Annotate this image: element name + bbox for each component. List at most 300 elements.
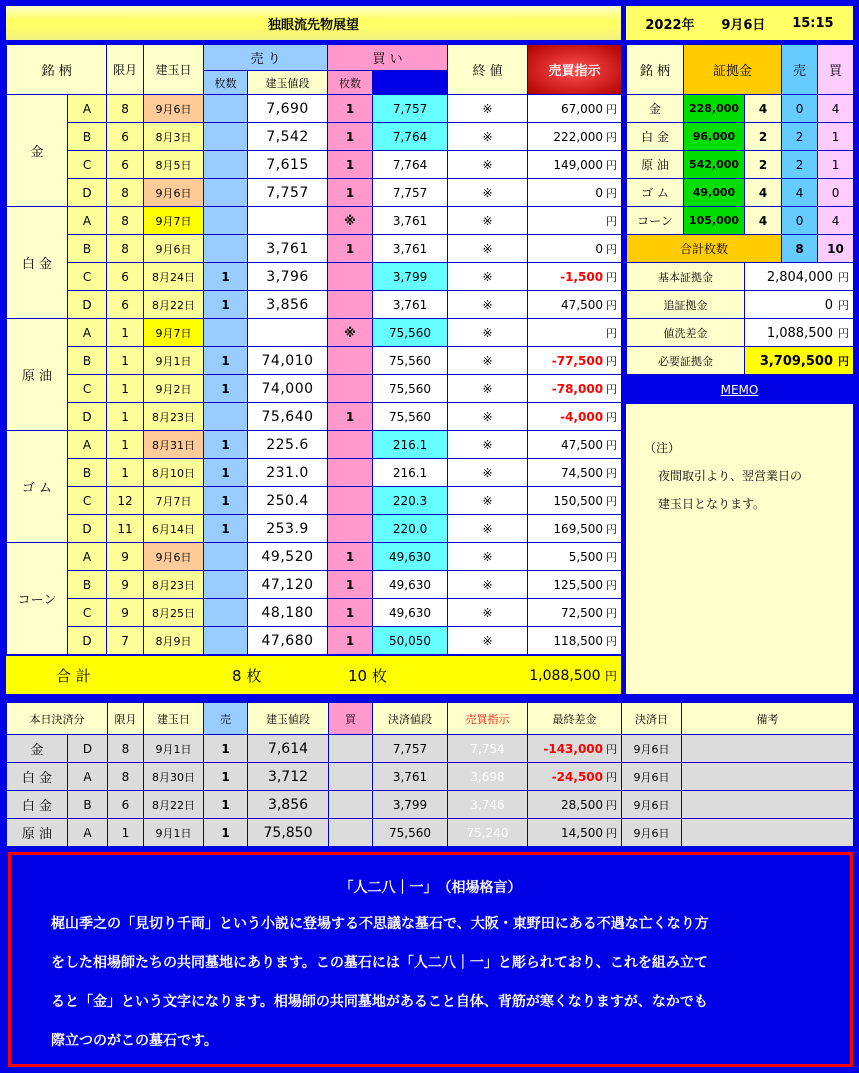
valuation-diff — [528, 319, 622, 347]
valuation-diff-value: 149,000 — [553, 157, 604, 172]
col-brand: 銘 柄 — [7, 45, 107, 95]
valuation-diff — [528, 487, 622, 515]
contract-code: D — [68, 179, 107, 207]
position-price: 47,120 — [248, 571, 328, 599]
sell-qty: 1 — [204, 431, 248, 459]
position-price: 49,520 — [248, 543, 328, 571]
position-date: 8月23日 — [144, 571, 204, 599]
position-date: 8月5日 — [144, 151, 204, 179]
sell-qty — [204, 599, 248, 627]
sell-qty: 1 — [204, 263, 248, 291]
valuation-diff-unit: 円 — [606, 494, 618, 508]
limit-month: 12 — [107, 487, 144, 515]
col-buy-qty: 枚数 — [328, 71, 373, 95]
margin-col-sell: 売 — [782, 45, 818, 95]
col-buy: 買 い — [328, 45, 448, 71]
order-mark: ※ — [448, 151, 528, 179]
contract-code: A — [68, 431, 107, 459]
contract-code: C — [68, 487, 107, 515]
valuation-diff — [528, 571, 622, 599]
table-row — [7, 347, 622, 375]
settle-final-unit: 円 — [606, 742, 617, 756]
buy-qty: ※ — [328, 207, 373, 235]
order-mark: ※ — [448, 123, 528, 151]
sell-qty — [204, 403, 248, 431]
buy-qty — [328, 291, 373, 319]
buy-qty — [328, 459, 373, 487]
position-price — [248, 207, 328, 235]
margin-col-margin: 証拠金 — [684, 45, 782, 95]
settle-price: 75,850 — [248, 819, 329, 847]
position-date: 9月2日 — [144, 375, 204, 403]
settle-final — [528, 791, 622, 819]
position-date: 7月7日 — [144, 487, 204, 515]
contract-code: D — [68, 515, 107, 543]
buy-qty: 1 — [328, 543, 373, 571]
table-row — [7, 291, 622, 319]
margin-amount: 96,000 — [684, 123, 745, 151]
settle-brand: 金 — [7, 735, 68, 763]
limit-month: 8 — [107, 207, 144, 235]
total-buy-unit: 枚 — [371, 666, 387, 685]
settle-note — [682, 791, 854, 819]
position-date: 6月14日 — [144, 515, 204, 543]
margin-table — [626, 44, 854, 375]
settle-col-label: 本日決済分 — [7, 703, 108, 735]
close-price: 75,560 — [373, 347, 448, 375]
position-price: 7,542 — [248, 123, 328, 151]
valuation-diff — [528, 459, 622, 487]
position-price: 225.6 — [248, 431, 328, 459]
limit-month: 6 — [107, 263, 144, 291]
header-time: 15:15 — [792, 15, 834, 31]
order-mark: ※ — [448, 319, 528, 347]
brand-name: コーン — [7, 543, 68, 655]
sell-qty — [204, 207, 248, 235]
limit-month: 8 — [107, 179, 144, 207]
summary-label: 値洗差金 — [627, 319, 745, 347]
valuation-diff-unit: 円 — [606, 550, 618, 564]
position-price: 75,640 — [248, 403, 328, 431]
close-price: 50,050 — [373, 627, 448, 655]
close-price: 49,630 — [373, 599, 448, 627]
buy-qty: 1 — [328, 179, 373, 207]
summary-label: 追証拠金 — [627, 291, 745, 319]
sell-qty: 1 — [204, 487, 248, 515]
settle-final-unit: 円 — [606, 770, 617, 784]
position-date: 8月25日 — [144, 599, 204, 627]
buy-qty — [328, 347, 373, 375]
valuation-diff — [528, 627, 622, 655]
position-date: 9月6日 — [144, 95, 204, 123]
valuation-diff-value: 47,500 — [561, 437, 604, 452]
contract-code: C — [68, 599, 107, 627]
col-date: 建玉日 — [144, 45, 204, 95]
margin-count: 2 — [745, 123, 782, 151]
position-price — [248, 319, 328, 347]
settle-order: 3,746 — [448, 791, 528, 819]
settle-col-limit: 限月 — [108, 703, 144, 735]
settle-final-unit: 円 — [606, 826, 617, 840]
adage-box — [8, 852, 853, 1067]
settle-final-value: 14,500 — [561, 825, 603, 840]
summary-label: 必要証拠金 — [627, 347, 745, 375]
settle-buy — [329, 819, 373, 847]
total-buy-value: 10 — [348, 666, 368, 685]
limit-month: 9 — [107, 571, 144, 599]
close-price: 7,764 — [373, 151, 448, 179]
margin-count: 4 — [745, 95, 782, 123]
buy-qty — [328, 487, 373, 515]
positions-header-row — [7, 45, 622, 71]
buy-qty: 1 — [328, 95, 373, 123]
memo-note-line2: 建玉日となります。 — [658, 497, 766, 511]
sell-qty — [204, 123, 248, 151]
position-price: 47,680 — [248, 627, 328, 655]
close-price: 3,799 — [373, 263, 448, 291]
settle-price: 3,712 — [248, 763, 329, 791]
table-row — [7, 151, 622, 179]
margin-sell: 4 — [782, 179, 818, 207]
settle-final-unit: 円 — [606, 798, 617, 812]
memo-note-line1: 夜間取引より、翌営業日の — [658, 469, 803, 483]
valuation-diff-value: -1,500 — [560, 269, 604, 284]
position-date: 8月23日 — [144, 403, 204, 431]
total-buy — [348, 665, 387, 686]
buy-qty — [328, 375, 373, 403]
valuation-diff — [528, 179, 622, 207]
close-price: 75,560 — [373, 403, 448, 431]
brand-name: 白 金 — [7, 207, 68, 319]
positions-table — [6, 44, 622, 655]
buy-qty: 1 — [328, 571, 373, 599]
total-diff-unit: 円 — [604, 668, 617, 683]
order-mark: ※ — [448, 179, 528, 207]
contract-code: A — [68, 95, 107, 123]
position-date: 9月6日 — [144, 235, 204, 263]
order-mark: ※ — [448, 543, 528, 571]
settle-col-note: 備考 — [682, 703, 854, 735]
margin-total-row — [627, 235, 854, 263]
contract-code: C — [68, 375, 107, 403]
header-year: 2022年 — [645, 17, 695, 33]
contract-code: B — [68, 123, 107, 151]
limit-month: 1 — [107, 319, 144, 347]
limit-month: 1 — [107, 347, 144, 375]
total-label: 合 計 — [56, 666, 91, 685]
order-mark: ※ — [448, 571, 528, 599]
settle-code: D — [68, 735, 108, 763]
valuation-diff-value: 150,500 — [553, 493, 604, 508]
settle-sell: 1 — [204, 763, 248, 791]
settle-final-value: 28,500 — [561, 797, 603, 812]
adage-line: 梶山季之の「見切り千両」という小説に登場する不思議な墓石で、大阪・東野田にある不遇な亡くなり方 — [51, 916, 709, 932]
close-price: 49,630 — [373, 543, 448, 571]
margin-sell: 0 — [782, 95, 818, 123]
total-diff-value: 1,088,500 — [529, 667, 601, 684]
sell-qty: 1 — [204, 515, 248, 543]
settle-settle-date: 9月6日 — [622, 819, 682, 847]
table-row — [7, 543, 622, 571]
limit-month: 6 — [107, 151, 144, 179]
summary-row — [627, 263, 854, 291]
margin-header-row — [627, 45, 854, 95]
summary-value-number: 3,709,500 — [759, 353, 834, 369]
margin-amount: 542,000 — [684, 151, 745, 179]
col-sell-qty: 枚数 — [204, 71, 248, 95]
total-sell-unit: 枚 — [246, 666, 262, 685]
settle-settle-date: 9月6日 — [622, 791, 682, 819]
position-price: 48,180 — [248, 599, 328, 627]
settle-sell: 1 — [204, 819, 248, 847]
total-diff — [529, 667, 617, 684]
order-mark: ※ — [448, 599, 528, 627]
valuation-diff-unit: 円 — [606, 634, 618, 648]
position-date: 9月6日 — [144, 543, 204, 571]
sell-qty: 1 — [204, 459, 248, 487]
limit-month: 1 — [107, 403, 144, 431]
position-date: 9月7日 — [144, 319, 204, 347]
valuation-diff-value: 67,000 — [561, 101, 604, 116]
margin-sell: 0 — [782, 207, 818, 235]
limit-month: 11 — [107, 515, 144, 543]
buy-qty: 1 — [328, 151, 373, 179]
adage-line: をした相場師たちの共同墓地にあります。この墓石には「人二八｜一」と彫られており、これを組み立て — [51, 955, 708, 971]
order-mark: ※ — [448, 403, 528, 431]
order-mark: ※ — [448, 235, 528, 263]
contract-code: C — [68, 263, 107, 291]
position-price: 231.0 — [248, 459, 328, 487]
close-price: 216.1 — [373, 431, 448, 459]
summary-row — [627, 347, 854, 375]
settle-sell: 1 — [204, 791, 248, 819]
close-price: 75,560 — [373, 319, 448, 347]
settle-note — [682, 735, 854, 763]
settlement-row — [7, 763, 854, 791]
contract-code: D — [68, 291, 107, 319]
col-order-button[interactable]: 売買指示 — [528, 45, 622, 95]
close-price: 75,560 — [373, 375, 448, 403]
total-sell-value: 8 — [232, 666, 242, 685]
settle-final — [528, 735, 622, 763]
settle-date: 8月30日 — [144, 763, 204, 791]
close-price: 49,630 — [373, 571, 448, 599]
limit-month: 6 — [107, 291, 144, 319]
margin-total-buy: 10 — [818, 235, 854, 263]
settle-final — [528, 819, 622, 847]
settlement-header-row — [7, 703, 854, 735]
total-sell — [232, 665, 261, 686]
valuation-diff — [528, 235, 622, 263]
position-date: 8月9日 — [144, 627, 204, 655]
contract-code: A — [68, 207, 107, 235]
contract-code: B — [68, 459, 107, 487]
valuation-diff-unit: 円 — [606, 522, 618, 536]
close-price: 3,761 — [373, 207, 448, 235]
settle-limit: 6 — [108, 791, 144, 819]
settle-col-sell: 売 — [204, 703, 248, 735]
limit-month: 8 — [107, 95, 144, 123]
position-date: 9月7日 — [144, 207, 204, 235]
sell-qty — [204, 235, 248, 263]
memo-link-label[interactable]: MEMO — [720, 383, 759, 397]
settle-brand: 原 油 — [7, 819, 68, 847]
memo-panel — [626, 404, 853, 694]
table-row — [7, 95, 622, 123]
position-price: 74,010 — [248, 347, 328, 375]
margin-col-buy: 買 — [818, 45, 854, 95]
valuation-diff — [528, 543, 622, 571]
settle-limit: 1 — [108, 819, 144, 847]
settle-date: 8月22日 — [144, 791, 204, 819]
settle-brand: 白 金 — [7, 791, 68, 819]
settle-settle-price: 7,757 — [373, 735, 448, 763]
margin-row — [627, 95, 854, 123]
close-price: 7,757 — [373, 95, 448, 123]
sell-qty — [204, 151, 248, 179]
margin-buy: 4 — [818, 207, 854, 235]
valuation-diff-unit: 円 — [606, 466, 618, 480]
settle-buy — [329, 763, 373, 791]
valuation-diff-unit: 円 — [606, 130, 618, 144]
contract-code: D — [68, 627, 107, 655]
table-row — [7, 375, 622, 403]
settle-code: A — [68, 819, 108, 847]
settle-note — [682, 819, 854, 847]
position-price: 253.9 — [248, 515, 328, 543]
margin-brand: 原 油 — [627, 151, 684, 179]
margin-amount: 105,000 — [684, 207, 745, 235]
position-date: 8月24日 — [144, 263, 204, 291]
settle-order: 7,754 — [448, 735, 528, 763]
summary-value-number: 0 — [824, 297, 834, 313]
settle-settle-date: 9月6日 — [622, 763, 682, 791]
valuation-diff-unit: 円 — [606, 326, 618, 340]
margin-buy: 0 — [818, 179, 854, 207]
close-price: 216.1 — [373, 459, 448, 487]
valuation-diff — [528, 95, 622, 123]
contract-code: A — [68, 319, 107, 347]
close-price: 3,761 — [373, 235, 448, 263]
valuation-diff-value: 0 — [595, 241, 604, 256]
settle-note — [682, 763, 854, 791]
close-price: 3,761 — [373, 291, 448, 319]
valuation-diff-value: -4,000 — [560, 409, 604, 424]
summary-value-unit: 円 — [838, 298, 850, 312]
valuation-diff — [528, 515, 622, 543]
header-date: 9月6日 — [721, 17, 766, 33]
settle-order: 3,698 — [448, 763, 528, 791]
settle-code: B — [68, 791, 108, 819]
limit-month: 1 — [107, 459, 144, 487]
valuation-diff-value: 47,500 — [561, 297, 604, 312]
buy-qty: 1 — [328, 599, 373, 627]
margin-amount: 49,000 — [684, 179, 745, 207]
settle-col-settle-date: 決済日 — [622, 703, 682, 735]
margin-brand: 金 — [627, 95, 684, 123]
contract-code: C — [68, 151, 107, 179]
sell-qty — [204, 571, 248, 599]
settle-settle-date: 9月6日 — [622, 735, 682, 763]
table-row — [7, 459, 622, 487]
margin-total-sell: 8 — [782, 235, 818, 263]
limit-month: 9 — [107, 543, 144, 571]
table-row — [7, 179, 622, 207]
sell-qty: 1 — [204, 347, 248, 375]
margin-amount: 228,000 — [684, 95, 745, 123]
settle-code: A — [68, 763, 108, 791]
position-date: 8月10日 — [144, 459, 204, 487]
valuation-diff-unit: 円 — [606, 214, 618, 228]
summary-value-number: 2,804,000 — [766, 269, 834, 285]
valuation-diff-value: 169,500 — [553, 521, 604, 536]
order-mark: ※ — [448, 291, 528, 319]
margin-count: 4 — [745, 179, 782, 207]
brand-name: 金 — [7, 95, 68, 207]
memo-link[interactable] — [626, 378, 853, 402]
order-mark: ※ — [448, 375, 528, 403]
margin-sell: 2 — [782, 151, 818, 179]
valuation-diff-value: -78,000 — [551, 381, 604, 396]
order-mark: ※ — [448, 627, 528, 655]
settle-settle-price: 75,560 — [373, 819, 448, 847]
limit-month: 1 — [107, 375, 144, 403]
position-date: 8月3日 — [144, 123, 204, 151]
valuation-diff-value: 74,500 — [561, 465, 604, 480]
settle-col-price: 建玉値段 — [248, 703, 329, 735]
settle-order: 75,240 — [448, 819, 528, 847]
settle-date: 9月1日 — [144, 819, 204, 847]
adage-text — [11, 897, 850, 1061]
settlement-row — [7, 819, 854, 847]
buy-qty — [328, 431, 373, 459]
limit-month: 8 — [107, 235, 144, 263]
valuation-diff — [528, 599, 622, 627]
valuation-diff — [528, 375, 622, 403]
valuation-diff — [528, 151, 622, 179]
contract-code: B — [68, 571, 107, 599]
settlement-row — [7, 735, 854, 763]
sell-qty — [204, 179, 248, 207]
table-row — [7, 263, 622, 291]
table-row — [7, 319, 622, 347]
limit-month: 9 — [107, 599, 144, 627]
margin-brand: コーン — [627, 207, 684, 235]
valuation-diff-unit: 円 — [606, 242, 618, 256]
position-price: 3,796 — [248, 263, 328, 291]
limit-month: 6 — [107, 123, 144, 151]
margin-buy: 4 — [818, 95, 854, 123]
valuation-diff — [528, 431, 622, 459]
sell-qty — [204, 95, 248, 123]
margin-count: 2 — [745, 151, 782, 179]
settle-col-settle-price: 決済値段 — [373, 703, 448, 735]
settle-settle-price: 3,761 — [373, 763, 448, 791]
buy-qty: ※ — [328, 319, 373, 347]
valuation-diff-unit: 円 — [606, 382, 618, 396]
settle-price: 3,856 — [248, 791, 329, 819]
summary-row — [627, 319, 854, 347]
sell-qty: 1 — [204, 375, 248, 403]
position-date: 8月22日 — [144, 291, 204, 319]
order-mark: ※ — [448, 487, 528, 515]
margin-brand: 白 金 — [627, 123, 684, 151]
position-price: 3,761 — [248, 235, 328, 263]
settle-final — [528, 763, 622, 791]
buy-qty — [328, 515, 373, 543]
close-price: 220.0 — [373, 515, 448, 543]
valuation-diff-value: -77,500 — [551, 353, 604, 368]
